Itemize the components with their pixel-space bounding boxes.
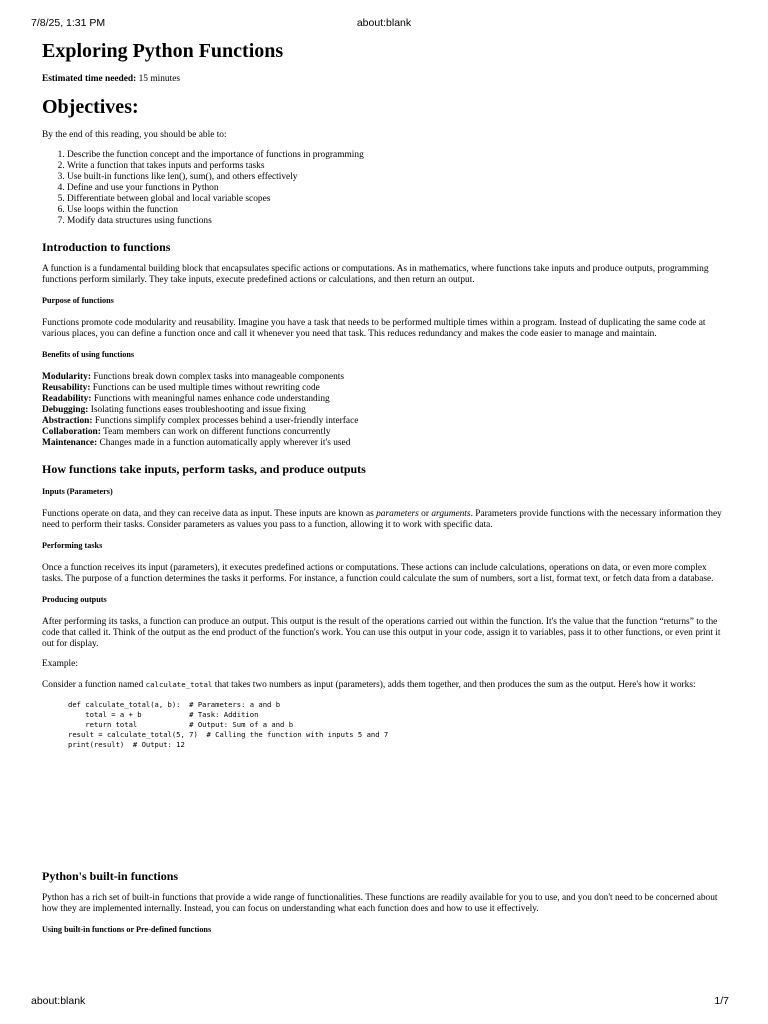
example-text-1: Consider a function named [42, 680, 146, 690]
print-footer [31, 995, 737, 1009]
benefit-item [42, 383, 726, 394]
benefits-list [42, 372, 726, 449]
benefit-item [42, 405, 726, 416]
inputs-paragraph [42, 509, 726, 531]
objectives-intro: By the end of this reading, you should be able to: [42, 130, 227, 140]
print-datetime: 7/8/25, 1:31 PM [31, 17, 106, 29]
inputs-text-1: Functions operate on data, and they can receive data as input. These inputs are known as [42, 509, 377, 519]
builtin-heading: Python's built-in functions [42, 869, 179, 883]
code-block: def calculate_total(a, b): # Parameters: a and b total = a + b # Task: Addition return total # Output: Sum of a and b result = calculate_total(5, 7) # Calling the function with inputs 5 and 7 print(result) # Output: 12 [68, 700, 389, 749]
page-title: Exploring Python Functions [42, 40, 284, 62]
inline-code: calculate_total [145, 680, 213, 689]
inputs-term-parameters: parameters [376, 509, 419, 519]
inputs-text-2: . Parameters provide functions with the necessary information they need to perform their tasks. Consider parameters as values you pass to a function, allowing it to work with specific data. [42, 509, 722, 530]
print-header-url: about:blank [356, 17, 412, 29]
estimated-time-label: Estimated time needed: [42, 74, 137, 84]
benefit-desc: Isolating functions eases troubleshooting and issue fixing [88, 405, 306, 415]
purpose-paragraph: Functions promote code modularity and reusability. Imagine you have a task that needs to be performed multiple times within a program. Instead of duplicating the same code at various places, you can define a function once and call it whenever you need that task. This reduces redundancy and makes the code easier to manage and maintain. [42, 318, 706, 339]
benefit-desc: Changes made in a function automatically apply wherever it's used [97, 438, 351, 448]
objective-item: 5. Differentiate between global and local variable scopes [67, 194, 726, 205]
estimated-time-value: 15 minutes [136, 74, 181, 84]
tasks-heading: Performing tasks [42, 541, 103, 550]
benefit-term: Modularity: [42, 372, 91, 382]
builtin-subheading: Using built-in functions or Pre-defined functions [42, 925, 212, 934]
benefit-term: Abstraction: [42, 416, 93, 426]
benefit-desc: Functions with meaningful names enhance code understanding [91, 394, 330, 404]
io-heading: How functions take inputs, perform tasks, and produce outputs [42, 462, 366, 476]
inputs-text-or: or [418, 509, 432, 519]
benefit-item [42, 394, 726, 405]
objective-item: 3. Use built-in functions like len(), sum(), and others effectively [67, 172, 726, 183]
intro-heading: Introduction to functions [42, 240, 171, 254]
print-footer-url: about:blank [31, 995, 86, 1007]
benefit-item [42, 427, 726, 438]
benefit-item [42, 416, 726, 427]
benefit-term: Collaboration: [42, 427, 101, 437]
page-number: 1/7 [714, 995, 729, 1007]
benefit-desc: Functions simplify complex processes behind a user-friendly interface [92, 416, 359, 426]
example-text-2: that takes two numbers as input (parameters), adds them together, and then produces the sum as the output. Here's how it works: [212, 680, 696, 690]
estimated-time [42, 74, 726, 85]
objective-item: 6. Use loops within the function [67, 205, 726, 216]
page-gap [42, 750, 726, 856]
objective-item: 1. Describe the function concept and the importance of functions in programming [67, 150, 726, 161]
benefit-term: Readability: [42, 394, 92, 404]
benefit-desc: Functions break down complex tasks into manageable components [90, 372, 345, 382]
document-page [42, 38, 726, 947]
example-paragraph [42, 679, 726, 691]
benefit-term: Debugging: [42, 405, 89, 415]
builtin-paragraph: Python has a rich set of built-in functions that provide a wide range of functionalities. These functions are readily available for you to use, and you don't need to be concerned about how they are implemented internally. Instead, you can focus on understanding what each function does and how to use it effectively. [42, 893, 718, 914]
objectives-heading: Objectives: [42, 96, 139, 118]
tasks-paragraph: Once a function receives its input (parameters), it executes predefined actions or computations. These actions can include calculations, operations on data, or even more complex tasks. The purpose of a function determines the tasks it performs. For instance, a function could calculate the sum of numbers, sort a list, format text, or fetch data from a database. [42, 563, 714, 584]
benefit-item [42, 438, 726, 449]
benefit-desc: Team members can work on different functions concurrently [100, 427, 331, 437]
objective-item: 2. Write a function that takes inputs and performs tasks [67, 161, 726, 172]
outputs-heading: Producing outputs [42, 595, 107, 604]
intro-paragraph: A function is a fundamental building block that encapsulates specific actions or computations. As in mathematics, where functions take inputs and produce outputs, programming functions perform similarly. They take inputs, execute predefined actions or calculations, and then return an output. [42, 264, 709, 285]
inputs-term-arguments: arguments [431, 509, 471, 519]
benefit-term: Maintenance: [42, 438, 98, 448]
objective-item: 7. Modify data structures using functions [67, 216, 726, 227]
benefit-desc: Functions can be used multiple times without rewriting code [90, 383, 320, 393]
benefit-term: Reusability: [42, 383, 91, 393]
purpose-heading: Purpose of functions [42, 296, 114, 305]
example-label: Example: [42, 659, 78, 669]
benefit-item [42, 372, 726, 383]
objective-item: 4. Define and use your functions in Python [67, 183, 726, 194]
objectives-list [42, 150, 726, 227]
benefits-heading: Benefits of using functions [42, 350, 135, 359]
inputs-heading: Inputs (Parameters) [42, 487, 113, 496]
outputs-paragraph: After performing its tasks, a function can produce an output. This output is the result of the operations carried out within the function. It's the value that the function “returns” to the code that called it. Think of the output as the end product of the function's work. You can use this output in your code, assign it to variables, pass it to other functions, or even print it out for display. [42, 617, 721, 649]
print-header [31, 17, 737, 31]
